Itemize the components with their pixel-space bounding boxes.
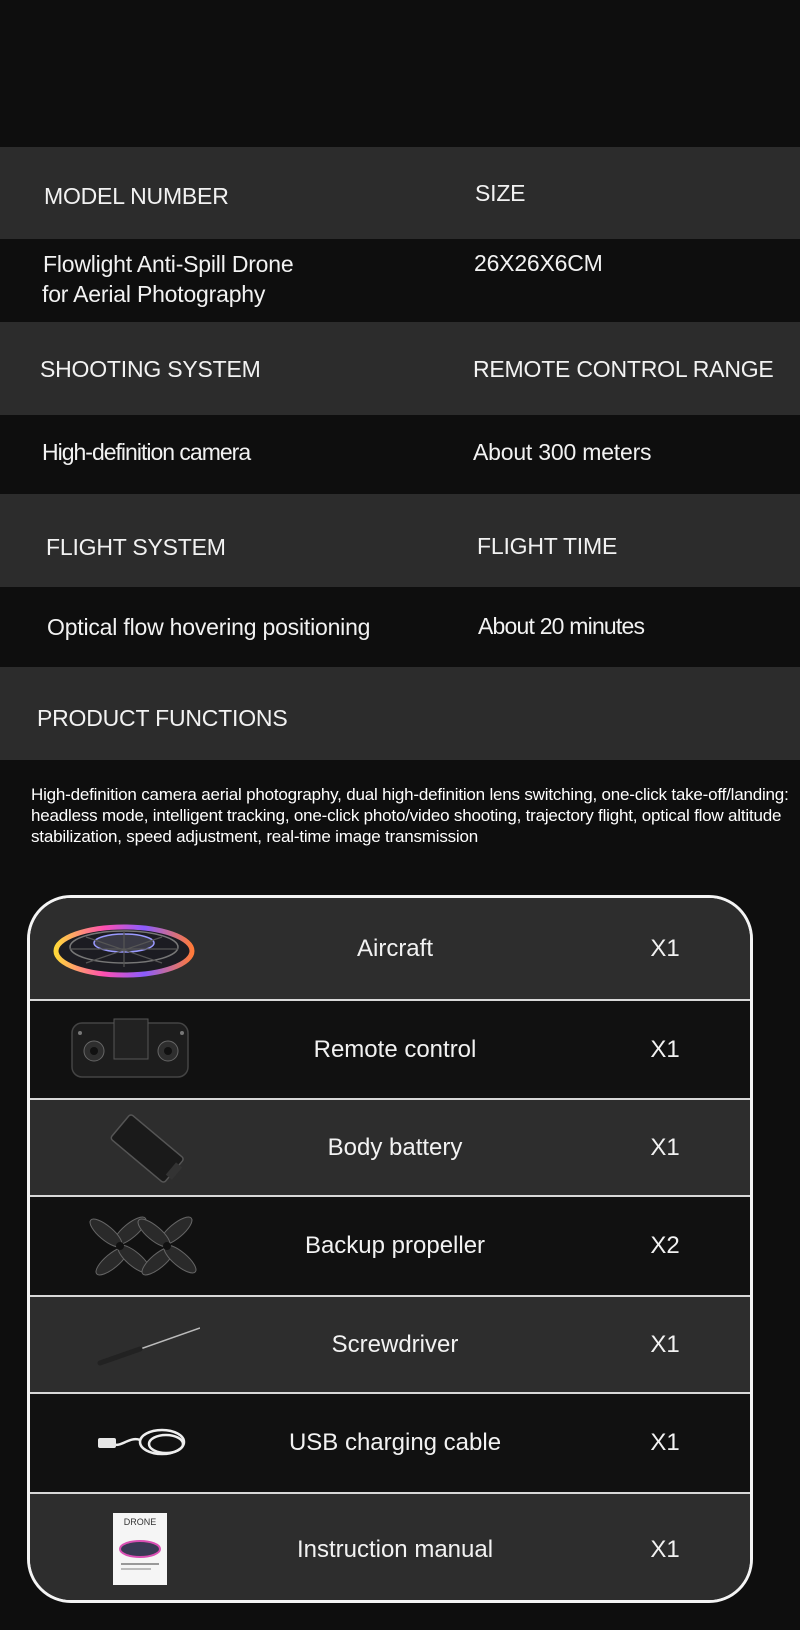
package-item-propeller	[30, 1197, 750, 1297]
item-qty: X1	[650, 934, 680, 962]
item-qty: X1	[650, 1536, 680, 1563]
flight-time-label: FLIGHT TIME	[477, 533, 618, 559]
shooting-system-label: SHOOTING SYSTEM	[40, 356, 261, 382]
package-item-battery	[30, 1100, 750, 1197]
item-name: USB charging cable	[288, 1429, 502, 1456]
manual-icon	[50, 1513, 200, 1587]
screwdriver-icon	[50, 1320, 200, 1370]
battery-icon	[50, 1105, 200, 1191]
product-functions-label: PRODUCT FUNCTIONS	[37, 705, 288, 731]
item-qty: X2	[650, 1232, 680, 1259]
remote-control-icon	[50, 1015, 200, 1085]
flight-system-value: Optical flow hovering positioning	[47, 614, 371, 640]
usb-cable-icon	[50, 1418, 200, 1468]
item-name: Instruction manual	[296, 1536, 494, 1563]
model-number-value-line1: Flowlight Anti-Spill Drone	[43, 251, 294, 277]
item-qty: X1	[650, 1133, 680, 1161]
manual-cover-text: DRONE	[123, 1517, 157, 1527]
flight-system-label: FLIGHT SYSTEM	[46, 534, 226, 560]
model-number-value-line2: for Aerial Photography	[42, 281, 266, 307]
remote-range-value: About 300 meters	[473, 439, 652, 465]
remote-range-label: REMOTE CONTROL RANGE	[473, 356, 774, 382]
package-item-screwdriver	[30, 1297, 750, 1394]
package-contents-table	[27, 895, 753, 1603]
item-name: Backup propeller	[304, 1232, 486, 1259]
shooting-system-value: High-definition camera	[42, 439, 251, 465]
package-item-manual	[30, 1494, 750, 1603]
size-value: 26X26X6CM	[474, 250, 603, 276]
package-item-aircraft	[30, 898, 750, 1001]
item-qty: X1	[650, 1035, 680, 1063]
product-functions-text: High-definition camera aerial photography, dual high-definition lens switching, one-click take-off/landing: headless mode, intelligent tracking, one-click photo/video shooting, trajectory flight, optical flow altitude stabilization, speed adjustment, real-time image transmission	[31, 785, 789, 846]
package-item-remote-control	[30, 1001, 750, 1100]
propeller-icon	[50, 1211, 200, 1281]
model-number-label: MODEL NUMBER	[44, 183, 229, 209]
flight-time-value: About 20 minutes	[478, 613, 645, 639]
item-name: Aircraft	[356, 934, 433, 962]
size-label: SIZE	[475, 180, 526, 206]
item-name: Remote control	[313, 1035, 477, 1063]
item-qty: X1	[650, 1429, 680, 1456]
drone-icon	[50, 909, 200, 989]
manual-cover	[113, 1513, 167, 1585]
item-qty: X1	[650, 1330, 680, 1358]
item-name: Screwdriver	[331, 1330, 459, 1358]
package-item-usb-cable	[30, 1394, 750, 1494]
item-name: Body battery	[327, 1133, 463, 1161]
